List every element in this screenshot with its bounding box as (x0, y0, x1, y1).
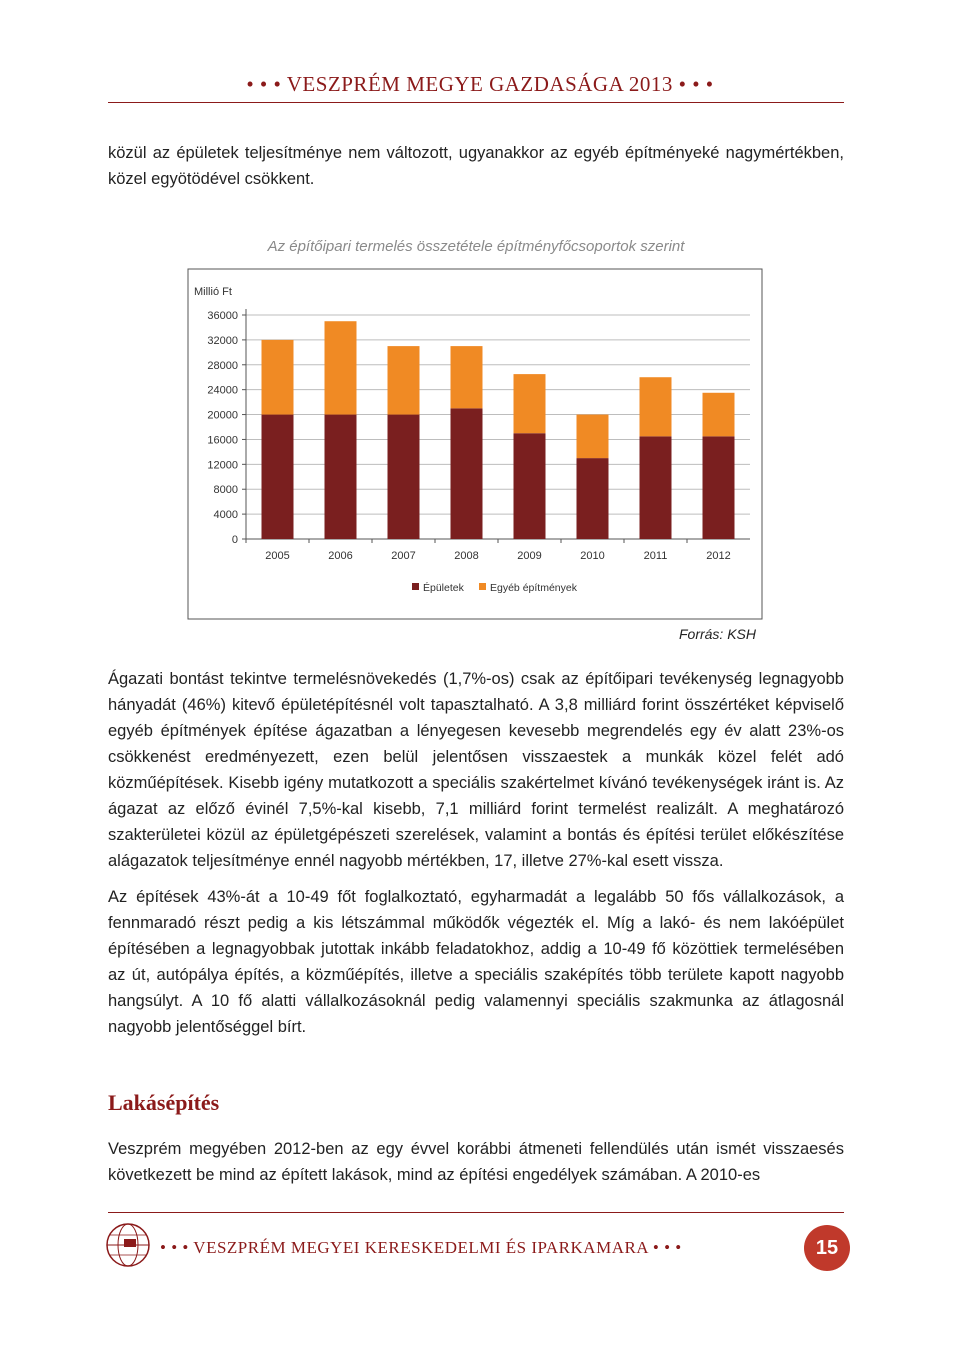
bar-egyeb-epitmenyek-2005 (262, 340, 294, 415)
y-tick-label: 28000 (207, 359, 238, 372)
bar-egyeb-epitmenyek-2010 (577, 415, 609, 459)
bar-egyeb-epitmenyek-2007 (388, 346, 420, 414)
y-axis-unit-label: Millió Ft (194, 286, 232, 298)
page-number-badge: 15 (804, 1225, 850, 1271)
y-tick-label: 8000 (213, 484, 238, 497)
y-tick-label: 0 (231, 534, 238, 546)
paragraph-2: Az építések 43%-át a 10-49 főt foglalkoztató, egyharmadát a legalább 50 fős vállalkozások, a fennmaradó részt pedig a kis létszámmal működők végezték el. Míg a lakó- és nem lakóépület építésében a legnagyobbak jutottak inkább feladatokhoz, addig a 10-49 fő közöttiek termelésében az út, autópálya építés, a közműépítés, illetve a speciális szaképítés több területe kapott nagyobb hangsúlyt. A 10 fő alatti vállalkozásoknál pedig valamennyi speciális szakmunka az átlagosnál nagyobb jelentőséggel bírt. (108, 888, 844, 1036)
legend-label: Egyéb építmények (490, 582, 577, 594)
x-tick-label: 2012 (706, 550, 731, 562)
x-tick-label: 2010 (580, 550, 605, 562)
x-tick-label: 2007 (391, 550, 416, 562)
legend-swatch (479, 583, 486, 590)
x-tick-label: 2006 (328, 550, 353, 562)
bar-egyeb-epitmenyek-2012 (703, 393, 735, 437)
bar-epuletek-2012 (703, 436, 735, 539)
bar-epuletek-2006 (325, 415, 357, 539)
legend-label: Épületek (423, 582, 464, 594)
bar-epuletek-2007 (388, 415, 420, 539)
y-tick-label: 4000 (213, 509, 238, 522)
intro-paragraph: közül az épületek teljesítménye nem változott, ugyanakkor az egyéb építményeké nagymértékben, közel egyötödével csökkent. (108, 144, 844, 188)
legend-swatch (412, 583, 419, 590)
stacked-bar-chart (180, 265, 764, 621)
y-tick-label: 24000 (207, 384, 238, 397)
footer-rule (108, 1212, 844, 1213)
x-tick-label: 2011 (643, 550, 668, 562)
footer-organization: • • • VESZPRÉM MEGYEI KERESKEDELMI ÉS IPARKAMARA • • • (160, 1238, 682, 1257)
section-heading: Lakásépítés (108, 1090, 220, 1115)
x-tick-label: 2005 (265, 550, 290, 562)
bar-egyeb-epitmenyek-2008 (451, 346, 483, 408)
chart-title: Az építőipari termelés összetétele építményfőcsoportok szerint (267, 238, 685, 255)
bar-epuletek-2011 (640, 436, 672, 539)
chart-source: Forrás: KSH (678, 626, 756, 642)
bar-egyeb-epitmenyek-2006 (325, 321, 357, 414)
chamber-globe-logo-icon (103, 1220, 153, 1270)
bar-epuletek-2005 (262, 415, 294, 539)
bar-epuletek-2008 (451, 408, 483, 539)
paragraph-1: Ágazati bontást tekintve termelésnövekedés (1,7%-os) csak az építőipari tevékenység legnagyobb hányadát (46%) kitevő épületépítésnél volt tapasztalható. A 3,8 milliárd forint összértéket képviselő egyéb építmények építése ágazatban a lényegesen kevesebb megrendelés egy év alatt 23%-os csökkenést eredményezett, ezen belül jelentősen visszaestek a munkák közel felét adó közműépítések. Kisebb igény mutatkozott a speciális szakértelmet kívánó tevékenységek iránt is. Az ágazat az előző évinél 7,5%-kal kisebb, 7,1 milliárd forint termelést realizált. A meghatározó szakterületei közül az épületgépészeti szerelések, valamint a bontás és építési terület előkészítése alágazatok teljesítménye ennél nagyobb mértékben, 17, illetve 27%-kal esett vissza. (108, 670, 844, 870)
section-paragraph: Veszprém megyében 2012-ben az egy évvel korábbi átmeneti fellendülés után ismét visszaesés következett be mind az épített lakások, mind az építési engedélyek számában. A 2010-es (108, 1140, 844, 1184)
y-tick-label: 36000 (207, 310, 238, 322)
y-tick-label: 16000 (207, 434, 238, 447)
y-tick-label: 20000 (207, 409, 238, 422)
bar-epuletek-2010 (577, 458, 609, 539)
y-tick-label: 32000 (207, 334, 238, 347)
header-rule (108, 102, 844, 103)
bar-egyeb-epitmenyek-2009 (514, 374, 546, 433)
x-tick-label: 2008 (454, 550, 479, 562)
running-header: • • • VESZPRÉM MEGYE GAZDASÁGA 2013 • • • (246, 72, 714, 96)
bar-egyeb-epitmenyek-2011 (640, 377, 672, 436)
x-tick-label: 2009 (517, 550, 542, 562)
bar-epuletek-2009 (514, 433, 546, 539)
y-tick-label: 12000 (207, 459, 238, 472)
